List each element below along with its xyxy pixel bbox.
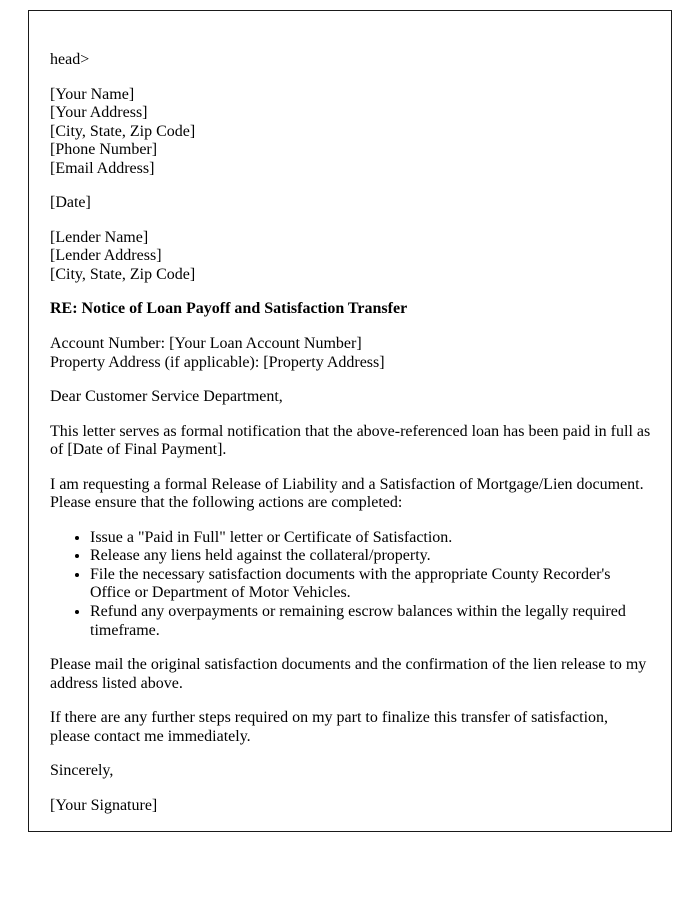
sender-phone-line: [Phone Number] <box>50 141 158 159</box>
list-item: • File the necessary satisfaction documents with the appropriate County Recorder's Office or Department of Motor Vehicles. <box>90 566 651 603</box>
signature-placeholder: [Your Signature] <box>50 796 158 814</box>
list-item: • Release any liens held against the collateral/property. <box>90 547 651 566</box>
closing-line: Sincerely, <box>50 762 114 780</box>
sender-city-line: [City, State, Zip Code] <box>50 122 196 140</box>
date-line: [Date] <box>50 194 91 212</box>
list-item: • Refund any overpayments or remaining escrow balances within the legally required timeframe. <box>90 603 651 640</box>
paragraph-payoff-notification: This letter serves as formal notification that the above-referenced loan has been paid in full as of [Date of Final Payment]. <box>50 422 651 459</box>
sender-email-line: [Email Address] <box>50 159 155 177</box>
paragraph-contact-request: If there are any further steps required on my part to finalize this transfer of satisfaction, please contact me immediately. <box>50 709 609 745</box>
list-item: • Issue a "Paid in Full" letter or Certificate of Satisfaction. <box>90 529 651 548</box>
sender-name-line: [Your Name] <box>50 85 135 103</box>
lender-name-line: [Lender Name] <box>50 228 149 246</box>
sender-address-block <box>50 86 651 179</box>
account-number-line: Account Number: [Your Loan Account Number] <box>50 335 362 353</box>
subject-line: RE: Notice of Loan Payoff and Satisfaction Transfer <box>50 300 408 318</box>
sender-address-line: [Your Address] <box>50 104 148 122</box>
lender-city-line: [City, State, Zip Code] <box>50 265 196 283</box>
stray-markup-fragment: head> <box>50 51 90 68</box>
action-items-list <box>50 529 651 640</box>
paragraph-mail-documents: Please mail the original satisfaction documents and the confirmation of the lien release to my address listed above. <box>50 656 647 692</box>
paragraph-release-request: I am requesting a formal Release of Liability and a Satisfaction of Mortgage/Lien document. Please ensure that the following actions are completed: <box>50 475 644 512</box>
letter-page <box>28 10 672 832</box>
salutation-line: Dear Customer Service Department, <box>50 388 283 406</box>
lender-address-line: [Lender Address] <box>50 247 162 265</box>
lender-address-block <box>50 229 651 285</box>
reference-block <box>50 335 651 372</box>
property-address-line: Property Address (if applicable): [Property Address] <box>50 353 385 371</box>
